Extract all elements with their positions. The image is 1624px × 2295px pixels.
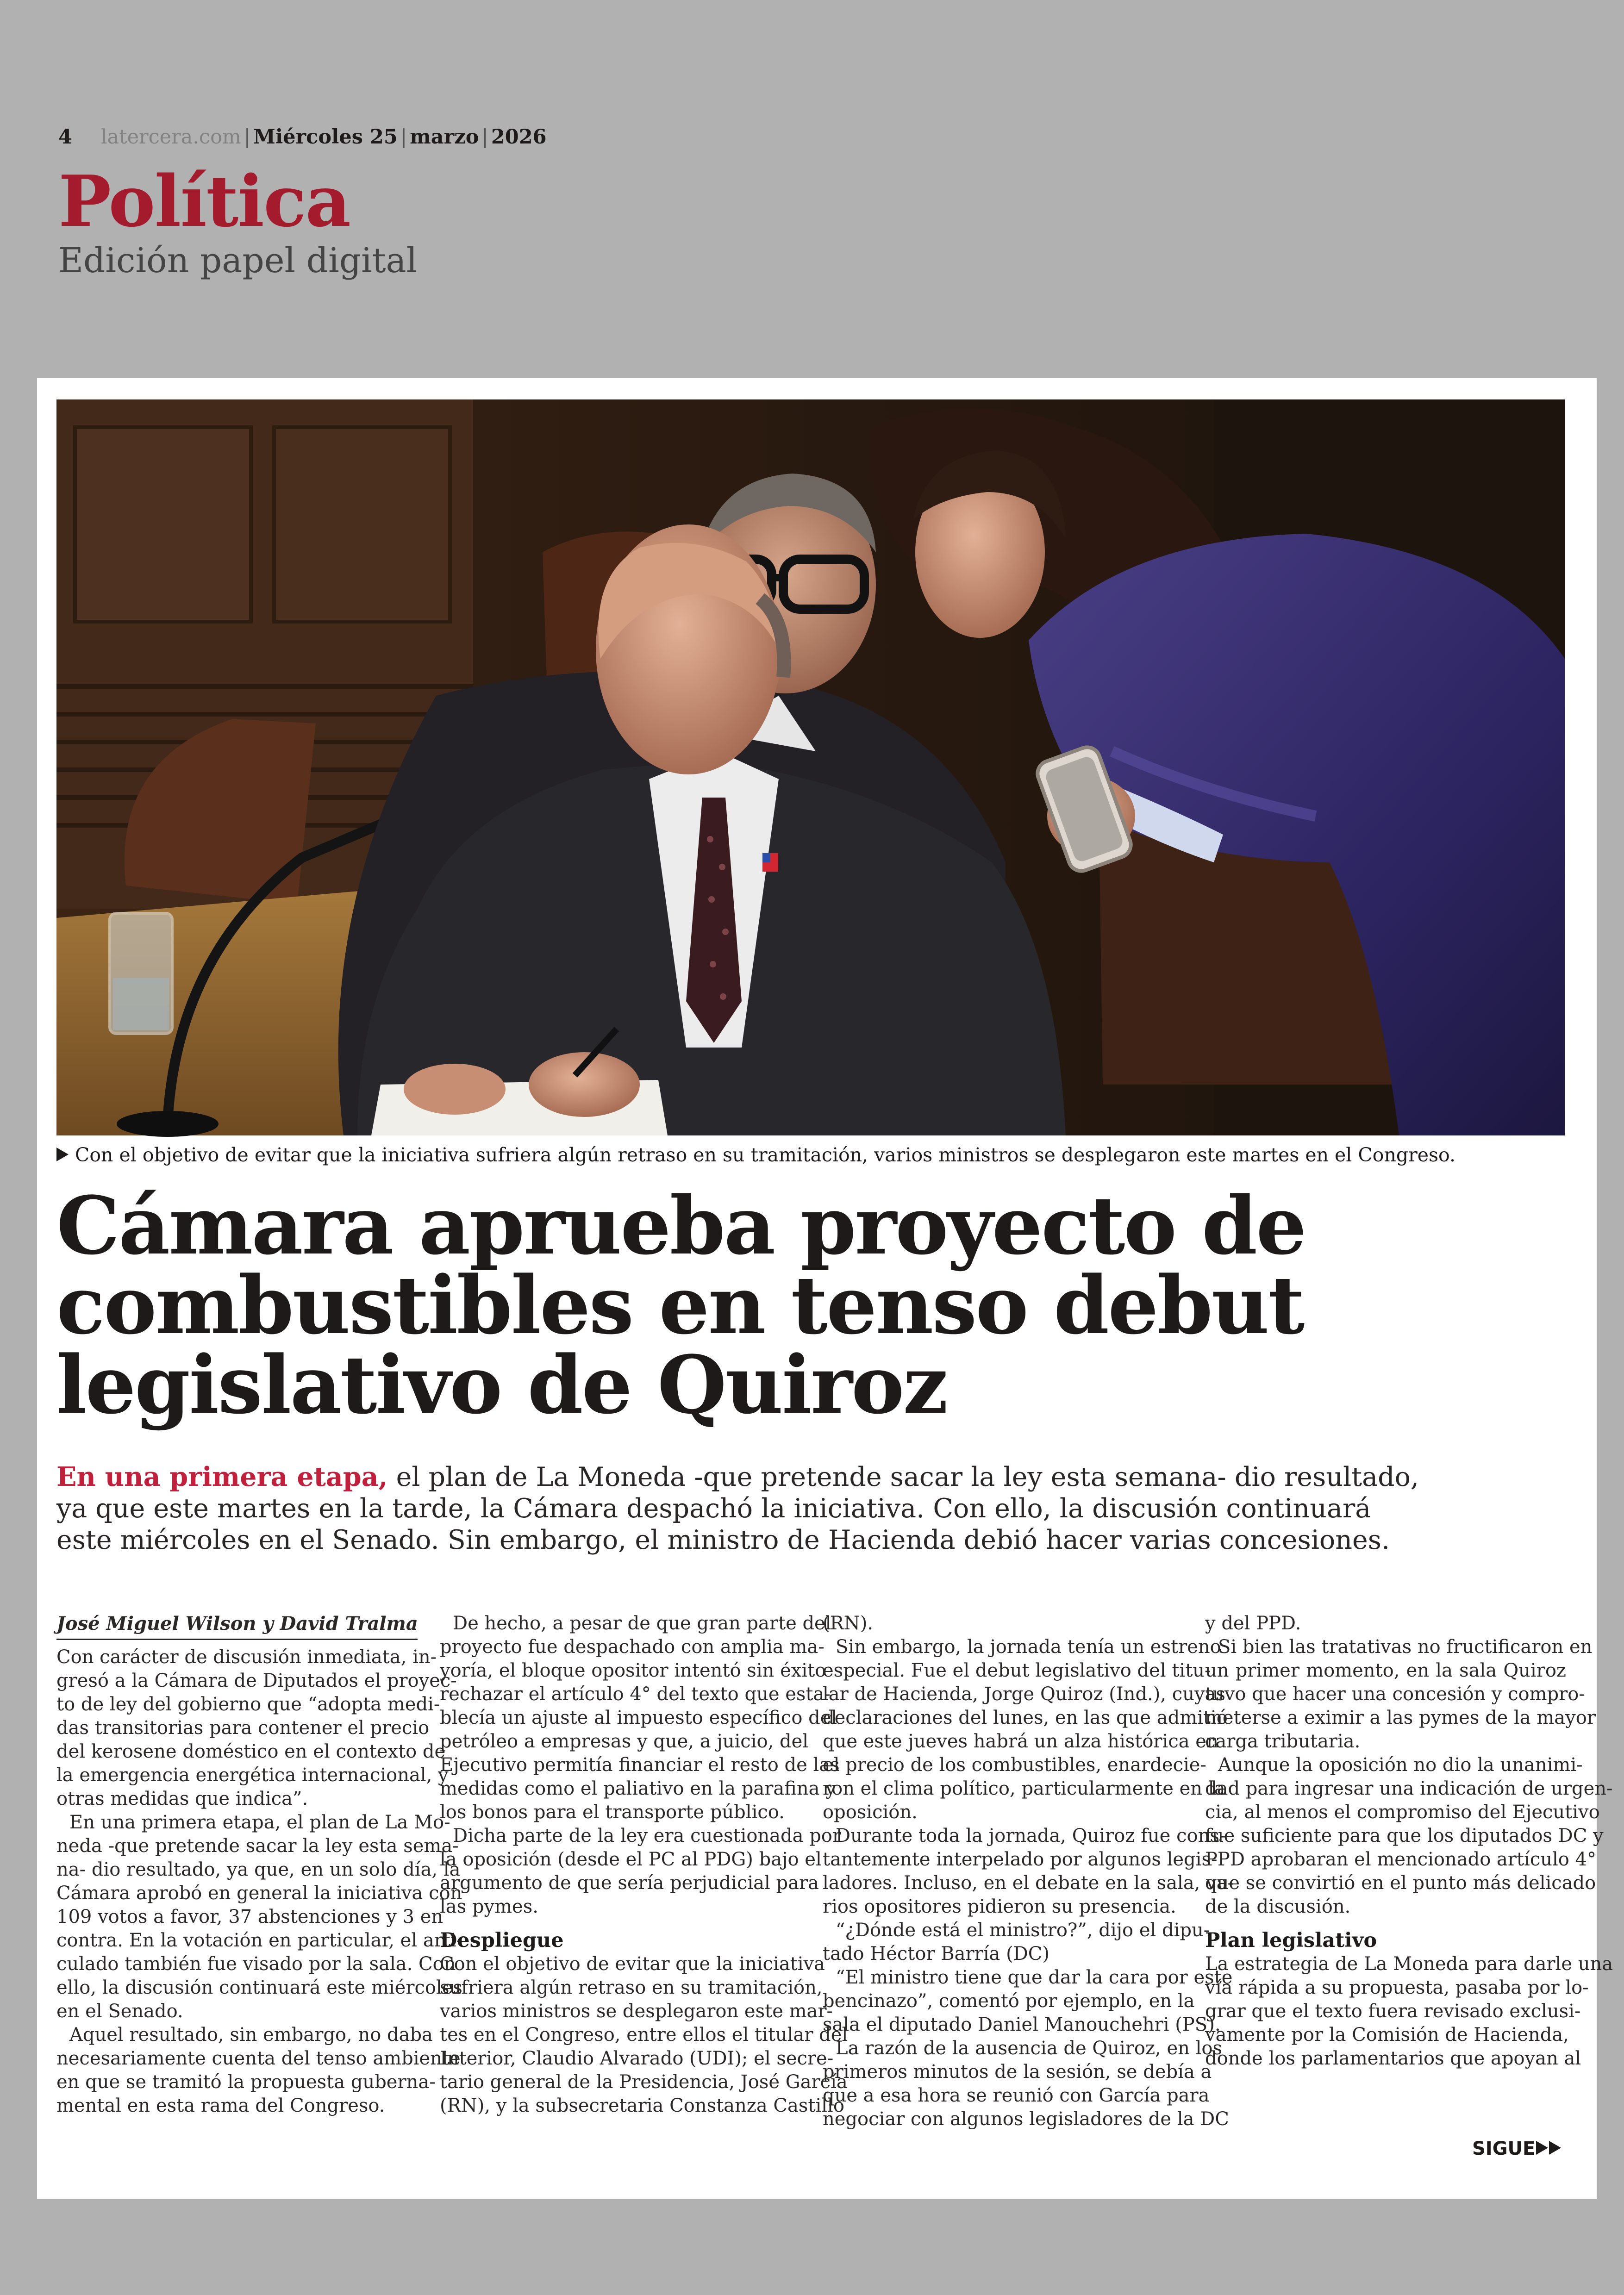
continue-marker: [1472, 2137, 1561, 2160]
photo-caption-text: Con el objetivo de evitar que la iniciativa sufriera algún retraso en su tramitación, varios ministros se desplegaron este martes en el Congreso.: [75, 1144, 1456, 1166]
body-text-line: que se convirtió en el punto más delicado: [1205, 1872, 1596, 1894]
body-text-line: especial. Fue el debut legislativo del titu-: [823, 1660, 1211, 1681]
body-text-line: lar de Hacienda, Jorge Quiroz (Ind.), cuyas: [823, 1684, 1225, 1705]
body-text-line: rios opositores pidieron su presencia.: [823, 1896, 1176, 1917]
body-text-line: vía rápida a su propuesta, pasaba por lo-: [1205, 1977, 1589, 1998]
edition-subtitle: Edición papel digital: [58, 241, 418, 281]
article-photo: [56, 399, 1565, 1135]
body-text-line: que este jueves habrá un alza histórica en: [823, 1731, 1218, 1752]
body-text-line: donde los parlamentarios que apoyan al: [1205, 2048, 1581, 2069]
body-text-line: (RN).: [823, 1613, 874, 1634]
body-text-line: proyecto fue despachado con amplia ma-: [440, 1636, 824, 1658]
body-text-line: tuvo que hacer una concesión y compro-: [1205, 1684, 1585, 1705]
headline-line: legislativo de Quiroz: [56, 1338, 947, 1432]
body-text-line: la emergencia energética internacional, y: [56, 1765, 449, 1786]
body-text-line: PPD aprobaran el mencionado artículo 4°: [1205, 1849, 1597, 1870]
body-text-line: ron el clima político, particularmente en la: [823, 1778, 1225, 1799]
body-text-line: ello, la discusión continuará este miércoles: [56, 1977, 462, 1998]
dek-line: el plan de La Moneda -que pretende sacar la ley esta semana- dio resultado,: [387, 1462, 1419, 1492]
body-text-line: varios ministros se desplegaron este mar-: [440, 2001, 833, 2022]
body-text-line: tantemente interpelado por algunos legis-: [823, 1849, 1218, 1870]
dek-kicker: En una primera etapa,: [56, 1461, 388, 1492]
body-text-line: sufriera algún retraso en su tramitación,: [440, 1977, 823, 1998]
caption-arrow-icon: [56, 1148, 69, 1161]
body-text-line: Cámara aprobó en general la iniciativa con: [56, 1883, 462, 1904]
section-subhead: Plan legislativo: [1205, 1929, 1377, 1952]
body-text-line: Si bien las tratativas no fructificaron en: [1218, 1636, 1593, 1658]
body-text-line: otras medidas que indica”.: [56, 1788, 308, 1809]
section-title: Política: [58, 160, 350, 243]
body-text-line: necesariamente cuenta del tenso ambiente: [56, 2048, 461, 2069]
body-text-line: na- dio resultado, ya que, en un solo día, la: [56, 1859, 461, 1880]
article-headline: [56, 1179, 1306, 1432]
headline-line: combustibles en tenso debut: [56, 1258, 1304, 1352]
body-text-line: el precio de los combustibles, enardecie-: [823, 1754, 1206, 1776]
body-column-1: [56, 1612, 463, 2118]
body-text-line: Interior, Claudio Alvarado (UDI); el secre-: [440, 2048, 834, 2069]
body-text-line: dad para ingresar una indicación de urgen-: [1205, 1778, 1613, 1799]
continue-arrow-icon: [1536, 2141, 1548, 2155]
body-text-line: tario general de la Presidencia, José García: [440, 2071, 848, 2093]
body-text-line: que a esa hora se reunió con García para: [823, 2085, 1210, 2106]
body-text-line: La estrategia de La Moneda para darle una: [1205, 1953, 1613, 1975]
body-text-line: tes en el Congreso, entre ellos el titular del: [440, 2024, 848, 2046]
body-text-line: blecía un ajuste al impuesto específico del: [440, 1707, 837, 1728]
page-header: 4 latercera.com | Miércoles 25 | marzo | 2026: [58, 125, 547, 149]
body-text-line: declaraciones del lunes, en las que admitió: [823, 1707, 1228, 1728]
body-text-line: sala el diputado Daniel Manouchehri (PS).: [823, 2014, 1221, 2035]
headline-line: Cámara aprueba proyecto de: [56, 1179, 1305, 1272]
body-text-line: La razón de la ausencia de Quiroz, en los: [836, 2038, 1222, 2059]
body-text-line: vamente por la Comisión de Hacienda,: [1205, 2024, 1569, 2046]
body-text-line: carga tributaria.: [1205, 1731, 1361, 1752]
byline: José Miguel Wilson y David Tralma: [56, 1612, 418, 1640]
body-text-line: Ejecutivo permitía financiar el resto de las: [440, 1754, 840, 1776]
site-name: latercera.com: [100, 125, 241, 149]
body-text-line: negociar con algunos legisladores de la DC: [823, 2108, 1229, 2130]
body-text-line: Durante toda la jornada, Quiroz fue cons-: [836, 1825, 1226, 1846]
dek-line: este miércoles en el Senado. Sin embargo, el ministro de Hacienda debió hacer varias concesiones.: [56, 1525, 1390, 1555]
body-text-line: argumento de que sería perjudicial para: [440, 1872, 819, 1894]
body-text-line: bencinazo”, comentó por ejemplo, en la: [823, 1990, 1195, 2012]
body-text-line: (RN), y la subsecretaria Constanza Castillo: [440, 2095, 844, 2116]
body-text-line: Dicha parte de la ley era cuestionada por: [453, 1825, 842, 1846]
body-text-line: gresó a la Cámara de Diputados el proyec-: [56, 1670, 457, 1691]
body-text-line: meterse a eximir a las pymes de la mayor: [1205, 1707, 1596, 1728]
body-text-line: culado también fue visado por la sala. Con: [56, 1953, 456, 1975]
date-weekday: Miércoles 25: [253, 125, 398, 149]
body-text-line: rechazar el artículo 4° del texto que esta-: [440, 1684, 831, 1705]
continue-arrow-icon: [1549, 2141, 1561, 2155]
date-month: marzo: [410, 125, 479, 149]
body-text-line: cia, al menos el compromiso del Ejecutivo: [1205, 1802, 1600, 1823]
body-text-line: tado Héctor Barría (DC): [823, 1943, 1049, 1964]
article-sheet: [37, 378, 1613, 2199]
body-text-line: “El ministro tiene que dar la cara por este: [836, 1967, 1233, 1988]
body-text-line: neda -que pretende sacar la ley esta sema-: [56, 1835, 459, 1857]
body-text-line: das transitorias para contener el precio: [56, 1717, 430, 1739]
section-subhead: Despliegue: [440, 1929, 564, 1952]
body-text-line: en que se tramitó la propuesta guberna-: [56, 2071, 436, 2093]
body-text-line: de la discusión.: [1205, 1896, 1351, 1917]
dek-line: ya que este martes en la tarde, la Cámara despachó la iniciativa. Con ello, la discusión continuará: [56, 1493, 1371, 1524]
photo-caption: [56, 1142, 1455, 1168]
body-column-3: [823, 1612, 1234, 2131]
body-text-line: 109 votos a favor, 37 abstenciones y 3 en: [56, 1906, 443, 1927]
body-text-line: medidas como el paliativo en la parafina y: [440, 1778, 836, 1799]
continue-label: SIGUE: [1472, 2138, 1536, 2159]
body-text-line: “¿Dónde está el ministro?”, dijo el dipu-: [836, 1920, 1210, 1941]
article-dek: [56, 1461, 1419, 1556]
body-text-line: petróleo a empresas y que, a juicio, del: [440, 1731, 809, 1752]
body-text-line: y del PPD.: [1205, 1613, 1301, 1634]
body-text-line: fue suficiente para que los diputados DC y: [1205, 1825, 1604, 1846]
body-text-line: mental en esta rama del Congreso.: [56, 2095, 385, 2116]
body-text-line: Con el objetivo de evitar que la iniciativa: [440, 1953, 825, 1975]
body-text-line: yoría, el bloque opositor intentó sin éxito: [440, 1660, 826, 1681]
body-text-line: En una primera etapa, el plan de La Mo-: [69, 1812, 450, 1833]
body-text-line: del kerosene doméstico en el contexto de: [56, 1741, 446, 1762]
body-text-line: contra. En la votación en particular, el arti-: [56, 1930, 463, 1951]
body-text-line: en el Senado.: [56, 2001, 183, 2022]
date-year: 2026: [491, 125, 547, 149]
body-text-line: las pymes.: [440, 1896, 538, 1917]
body-text-line: primeros minutos de la sesión, se debía a: [823, 2061, 1212, 2083]
body-text-line: Aunque la oposición no dio la unanimi-: [1218, 1754, 1583, 1776]
body-text-line: un primer momento, en la sala Quiroz: [1205, 1660, 1566, 1681]
body-text-line: to de ley del gobierno que “adopta medi-: [56, 1694, 440, 1715]
page-number: 4: [58, 125, 72, 149]
body-text-line: grar que el texto fuera revisado exclusi-: [1205, 2001, 1581, 2022]
body-text-line: De hecho, a pesar de que gran parte del: [453, 1613, 831, 1634]
body-column-4: [1205, 1612, 1613, 2070]
body-text-line: oposición.: [823, 1802, 918, 1823]
body-text-line: Sin embargo, la jornada tenía un estreno: [836, 1636, 1221, 1658]
body-text-line: los bonos para el transporte público.: [440, 1802, 785, 1823]
body-text-line: la oposición (desde el PC al PDG) bajo el: [440, 1849, 822, 1870]
body-text-line: ladores. Incluso, en el debate en la sala, va-: [823, 1872, 1234, 1894]
body-column-2: [440, 1612, 848, 2118]
body-text-line: Aquel resultado, sin embargo, no daba: [69, 2024, 433, 2046]
body-text-line: Con carácter de discusión inmediata, in-: [56, 1646, 437, 1668]
